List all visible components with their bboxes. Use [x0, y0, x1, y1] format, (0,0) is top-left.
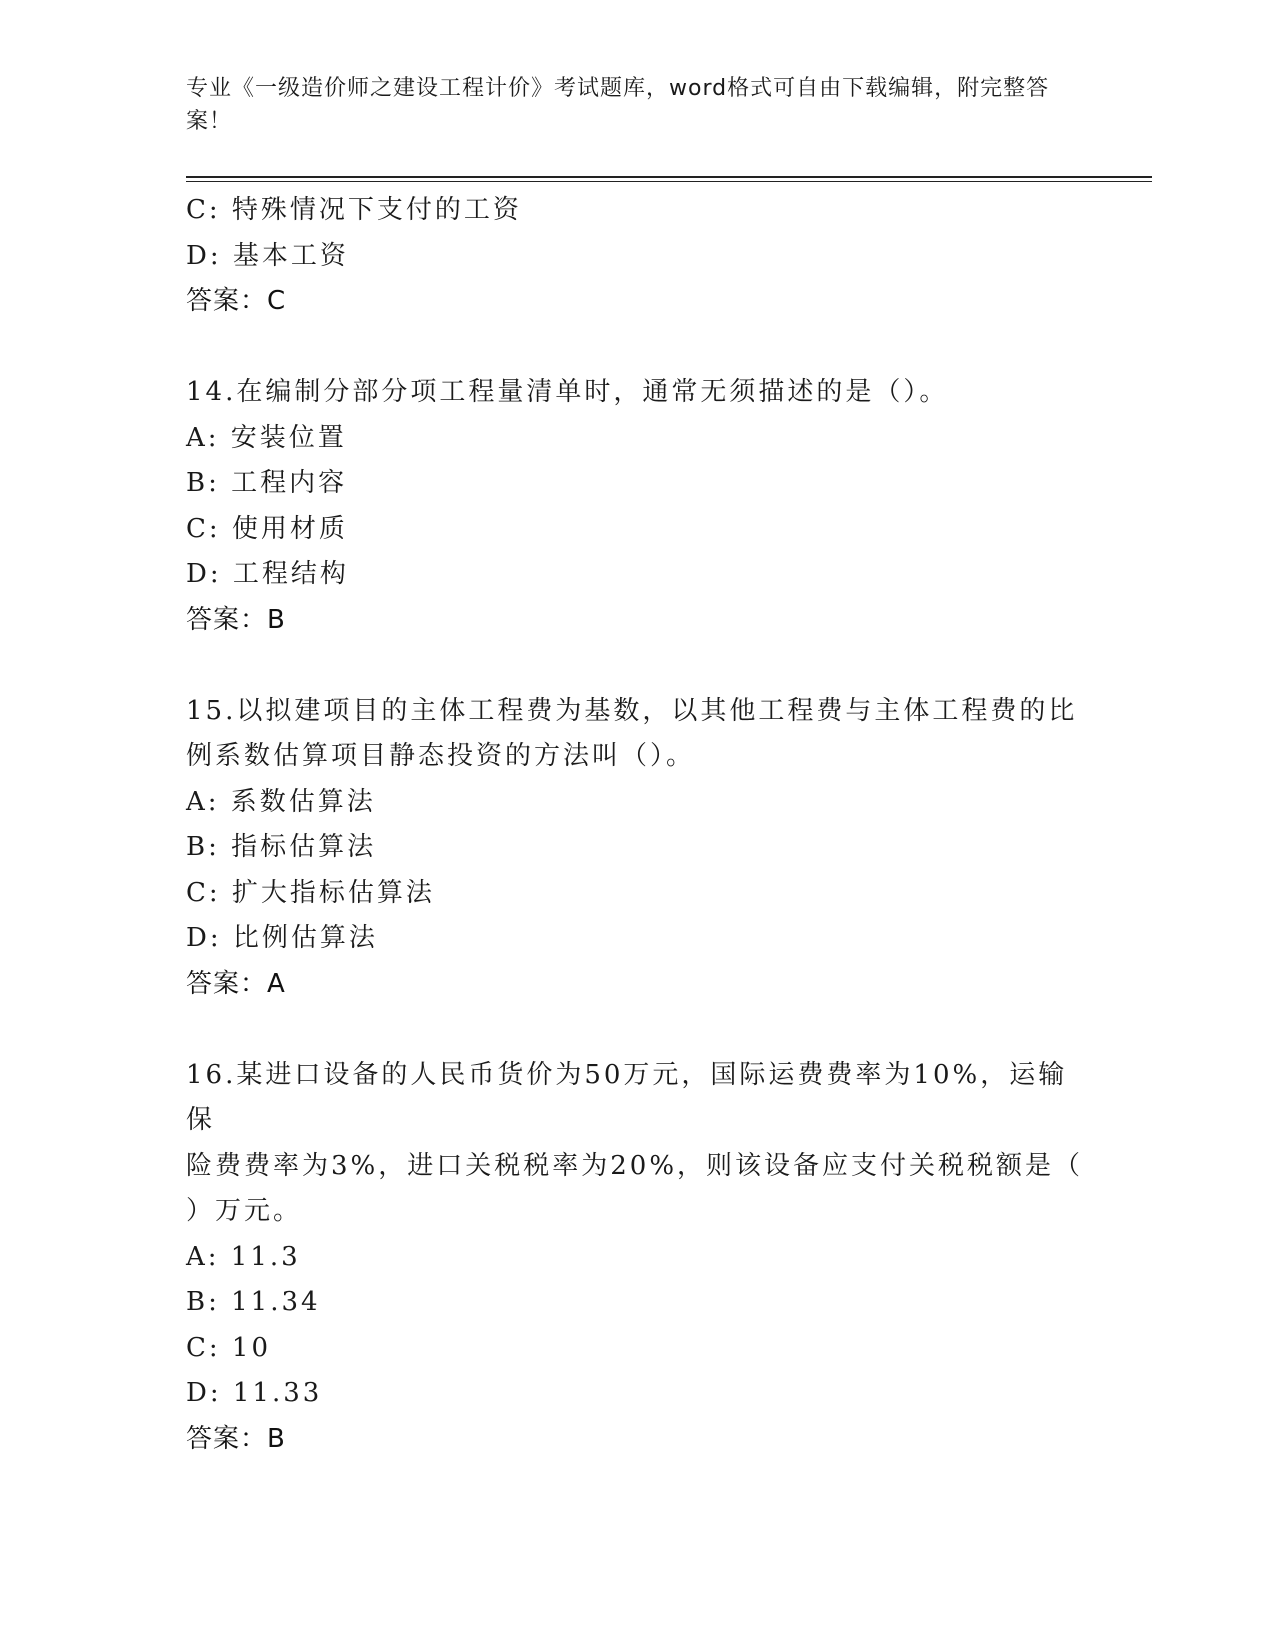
option-b: B: 11.34 — [186, 1287, 321, 1317]
option-c: C: 10 — [186, 1332, 272, 1363]
question-stem: 16.某进口设备的人民币货价为50万元，国际运费费率为10%，运输保 险费费率为3%，进口关税税率为20%，则该设备应支付关税税额是（ ）万元。 — [186, 1059, 1084, 1226]
spacer — [186, 1007, 1086, 1053]
option-c: C: 使用材质 — [186, 513, 348, 544]
option-d: D: 11.33 — [186, 1378, 323, 1408]
question-block-15 — [186, 689, 1086, 1008]
option-d: D: 比例估算法 — [186, 923, 378, 953]
document-header: 专业《一级造价师之建设工程计价》考试题库，word格式可自由下载编辑，附完整答案！ — [186, 76, 1050, 134]
option-a: A: 安装位置 — [186, 422, 347, 453]
option-a: A: 11.3 — [186, 1241, 301, 1272]
answer-label: 答案：B — [186, 604, 286, 635]
option-d: D: 基本工资 — [186, 240, 349, 271]
question-block-16 — [186, 1053, 1086, 1463]
option-c: C: 扩大指标估算法 — [186, 877, 435, 908]
question-block-13 — [186, 188, 1086, 325]
spacer — [186, 325, 1086, 371]
header-rule-thick — [186, 176, 1152, 178]
answer-label: 答案：C — [186, 286, 287, 316]
question-list — [186, 188, 1086, 1462]
option-b: B: 工程内容 — [186, 468, 348, 498]
question-stem: 14.在编制分部分项工程量清单时，通常无须描述的是（）。 — [186, 377, 949, 407]
option-d: D: 工程结构 — [186, 559, 349, 589]
question-stem: 15.以拟建项目的主体工程费为基数，以其他工程费与主体工程费的比 例系数估算项目静态投资的方法叫（）。 — [186, 695, 1078, 771]
header-rule-thin — [186, 181, 1152, 182]
answer-label: 答案：A — [186, 968, 286, 999]
option-a: A: 系数估算法 — [186, 786, 376, 817]
answer-label: 答案：B — [186, 1423, 286, 1454]
question-block-14 — [186, 370, 1086, 643]
option-c: C: 特殊情况下支付的工资 — [186, 195, 522, 225]
option-b: B: 指标估算法 — [186, 832, 377, 862]
spacer — [186, 643, 1086, 689]
